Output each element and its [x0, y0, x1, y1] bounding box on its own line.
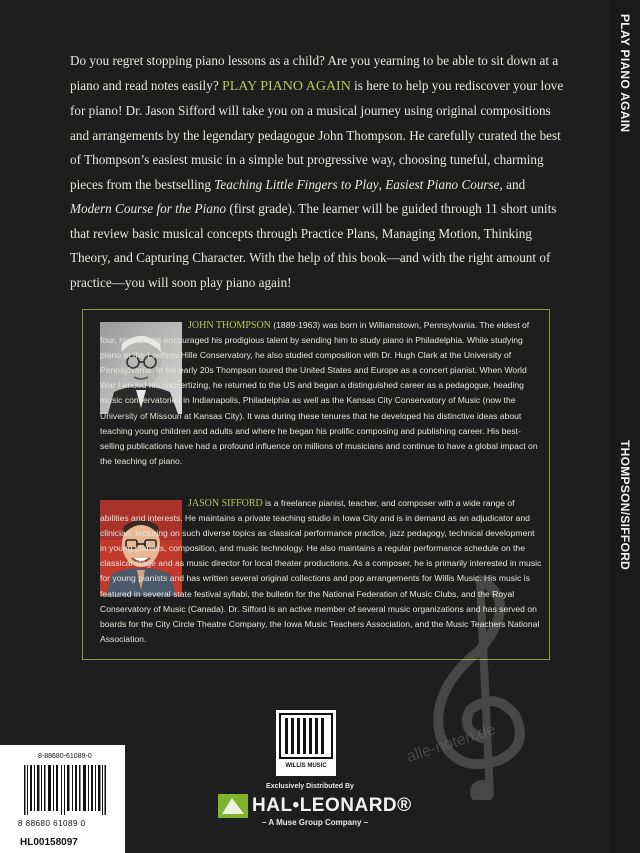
product-code: HL00158097 [20, 837, 78, 848]
book-title-2: Easiest Piano Course [385, 176, 500, 192]
product-title: PLAY PIANO AGAIN [221, 78, 351, 94]
john-thompson-bio [100, 318, 542, 469]
hal-leonard-icon [218, 794, 248, 818]
barcode-panel [0, 745, 125, 853]
book-title-3: Modern Course for the Piano [70, 201, 227, 216]
hal-leonard-logo: HAL•LEONARD® [252, 795, 412, 816]
bio-name-thompson: JOHN THOMPSON [188, 320, 271, 331]
treble-clef-icon [370, 560, 570, 800]
willis-music-label: WILLIS MUSIC [285, 763, 327, 769]
intro-paragraph [70, 49, 570, 295]
bio-text-thompson: (1889-1963) was born in Williamstown, Pennsylvania. The eldest of four, his parents encouraged his prodigious talent by sending him to study piano in Philadelphia. While studying piano at the Leefson-Hille Conservatory, he also studied composition with Dr. Hugh Clark at the University of Pennsylvania. In his early 20s Thompson toured the United States and Europe as a concert pianist. When World War I ended his concertizing, he returned to the US and began a distinguished career as a pedagogue, heading music conservatories in Indianapolis, Philadelphia as well as the Kansas City Conservatory of Music (now the University of Missouri at Kansas City). It was during these tenures that he developed his distinctive ideas about teaching young children and adults and where he began his prolific composing and publishing career. His best-selling publications have had a profound influence on millions of musicians and continue to have a global impact on the teaching of piano. [100, 320, 538, 466]
muse-group-tagline: – A Muse Group Company – [262, 818, 369, 827]
bio-text-sifford: is a freelance pianist, teacher, and composer with a wide range of abilities and interests. He maintains a private teaching studio in Iowa City and is in demand as an adjudicator and clinician, lecturing on such diverse topics as classical performance practice, jazz pedagogy, technical development in young pianists, composition, and music technology. He also maintains a regular performance schedule on the classical stage and as music director for local theater productions. As a composer, he is primarily interested in music for young pianists and has written several original collections and pop arrangements for Willis Music. His music is featured in several state festival syllabi, the bulletin for the National Federation of Music Clubs, and the Royal Conservatory of Music (Canada). Dr. Sifford is an active member of several music organizations and has served on boards for the City Circle Theatre Company, the Iowa Music Teachers Association, and the Music Teachers National Association. [100, 498, 542, 644]
barcode-icon [24, 765, 106, 815]
intro-text-2: is here to help you rediscover your love for piano! Dr. Jason Sifford will take you on a musical journey using original compositions and arrangements by the legendary pedagogue John Thompson. He carefully curated the best of Thompson’s easiest music in a simple but progressive way, choosing tuneful, charming pieces from the bestselling [70, 77, 564, 192]
distribution-label: Exclusively Distributed By [266, 783, 354, 790]
intro-text-3: (first grade). The learner will be guided through 11 short units that review basic musical concepts through Practice Plans, Managing Motion, Thinking Theory, and Capturing Character. With the help of this book—and with the right amount of practice—you will soon play piano again! [70, 201, 557, 290]
barcode-top-number: 8-88680-61089-0 [38, 753, 92, 760]
spine-title: PLAY PIANO AGAIN [618, 14, 632, 133]
bio-name-sifford: JASON SIFFORD [188, 498, 263, 509]
watermark: alle-noten.de [404, 721, 498, 766]
book-title-1: Teaching Little Fingers to Play [214, 176, 379, 192]
barcode-digits: 8 88680 61089 0 [18, 819, 86, 828]
intro-text-1: Do you regret stopping piano lessons as a child? Are you yearning to be able to sit down at a piano and read notes easily? [70, 53, 559, 93]
book-spine [610, 0, 640, 853]
spine-authors: THOMPSON/SIFFORD [618, 440, 632, 571]
separator-2: , and [499, 176, 526, 192]
separator-1: , [378, 176, 382, 192]
